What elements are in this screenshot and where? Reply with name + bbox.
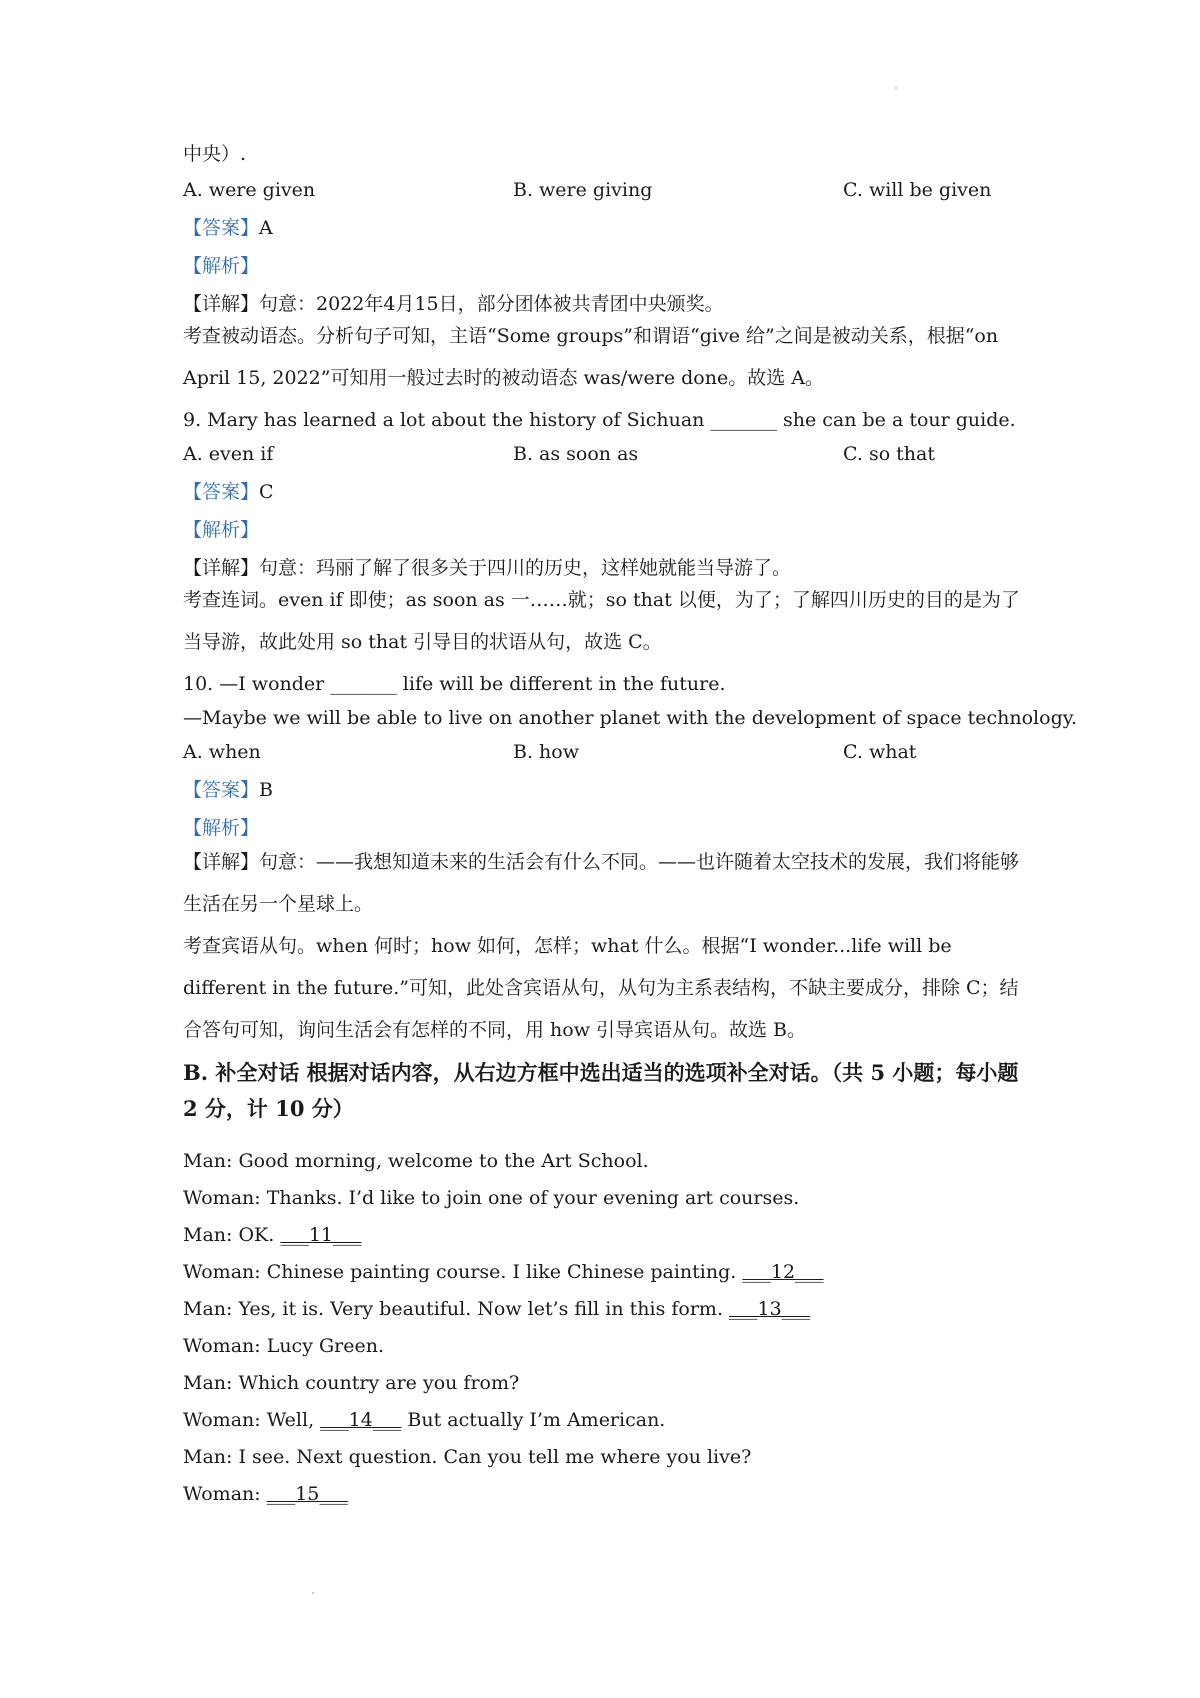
q9-analysis-tag: 【解析】 <box>183 519 260 541</box>
answer-value: C <box>259 481 274 503</box>
detail-text: 句意：玛丽了解了很多关于四川的历史，这样她就能当导游了。 <box>259 557 792 579</box>
q9-answer <box>183 479 1033 505</box>
dialogue-line <box>183 1296 1033 1322</box>
dialogue-text: Woman: Chinese painting course. I like Chinese painting. <box>183 1261 743 1283</box>
detail-text: 句意：——我想知道未来的生活会有什么不同。——也许随着太空技术的发展，我们将能够生活在另一个星球上。 <box>183 851 1020 915</box>
answer-value: B <box>259 779 273 801</box>
dialogue-text: Man: Good morning, welcome to the Art School. <box>183 1150 649 1172</box>
dialogue-text: Woman: Well, <box>183 1409 321 1431</box>
q10-option-a: A. when <box>183 741 261 763</box>
dialogue <box>183 1148 1033 1507</box>
answer-blank: ___13___ <box>729 1298 811 1320</box>
dialogue-text: Woman: Lucy Green. <box>183 1335 384 1357</box>
dialogue-line <box>183 1481 1033 1507</box>
dialogue-text: Woman: <box>183 1483 267 1505</box>
q9-explanation: 考查连词。even if 即使；as soon as 一……就；so that 以便，为了；了解四川历史的目的是为了当导游，故此处用 so that 引导目的状语从句，故选 C。 <box>183 589 1020 653</box>
scan-dot <box>895 87 897 89</box>
q10-explanation: 考查宾语从句。when 何时；how 如何，怎样；what 什么。根据“I wonder...life will be different in the future.”可知，此处含宾语从句，从句为主系表结构，不缺主要成分，排除 C；结合答句可知，询问生活会有怎样的不同，用 how 引导宾语从句。故选 B。 <box>183 935 1019 1041</box>
q8-analysis-tag: 【解析】 <box>183 255 260 277</box>
q10-detail <box>183 841 1033 925</box>
q9-option-c: C. so that <box>843 443 936 465</box>
q10-answer <box>183 777 1033 803</box>
q10-analysis-tag: 【解析】 <box>183 817 260 839</box>
dialogue-text-after: But actually I’m American. <box>401 1409 666 1431</box>
answer-value: A <box>259 217 273 239</box>
q8-answer <box>183 215 1033 241</box>
q9-option-a: A. even if <box>183 443 274 465</box>
dialogue-line <box>183 1444 1033 1470</box>
q9-option-b: B. as soon as <box>513 443 639 465</box>
q10-option-c: C. what <box>843 741 917 763</box>
answer-tag: 【答案】 <box>183 217 260 239</box>
detail-tag: 【详解】 <box>183 557 260 579</box>
q10-question: 10. —I wonder _______ life will be different in the future. <box>183 673 726 695</box>
detail-text: 句意：2022年4月15日，部分团体被共青团中央颁奖。 <box>259 293 724 315</box>
answer-blank: ___14___ <box>320 1409 402 1431</box>
q10-option-b: B. how <box>513 741 579 763</box>
q8-option-a: A. were given <box>183 179 316 201</box>
intro-fragment: 中央）. <box>183 143 247 165</box>
answer-tag: 【答案】 <box>183 481 260 503</box>
dialogue-line <box>183 1185 1033 1211</box>
answer-blank: ___12___ <box>742 1261 824 1283</box>
q9-detail <box>183 555 1033 581</box>
document-page <box>183 141 1077 1507</box>
section-b-heading: B. 补全对话 根据对话内容，从右边方框中选出适当的选项补全对话。（共 5 小题；每小题 2 分，计 10 分） <box>183 1060 1019 1121</box>
dialogue-text: Woman: Thanks. I’d like to join one of your evening art courses. <box>183 1187 800 1209</box>
q8-option-b: B. were giving <box>513 179 653 201</box>
dialogue-line <box>183 1370 1033 1396</box>
dialogue-text: Man: OK. <box>183 1224 281 1246</box>
q8-explanation: 考查被动语态。分析句子可知，主语“Some groups”和谓语“give 给”之间是被动关系，根据“on April 15, 2022”可知用一般过去时的被动语态 was/were done。故选 A。 <box>183 325 999 389</box>
dialogue-line <box>183 1148 1033 1174</box>
answer-blank: ___11___ <box>280 1224 362 1246</box>
dialogue-text: Man: I see. Next question. Can you tell me where you live? <box>183 1446 752 1468</box>
answer-blank: ___15___ <box>266 1483 348 1505</box>
detail-tag: 【详解】 <box>183 293 260 315</box>
answer-tag: 【答案】 <box>183 779 260 801</box>
detail-tag: 【详解】 <box>183 851 260 873</box>
q10-reply: —Maybe we will be able to live on another planet with the development of space technology. <box>183 707 1077 729</box>
dialogue-line <box>183 1259 1033 1285</box>
dialogue-text: Man: Yes, it is. Very beautiful. Now let’s fill in this form. <box>183 1298 730 1320</box>
dialogue-line <box>183 1407 1033 1433</box>
q8-options <box>183 177 1033 203</box>
q9-options <box>183 441 1033 467</box>
q10-options <box>183 739 1033 765</box>
scan-dot <box>312 1592 314 1594</box>
dialogue-line <box>183 1333 1033 1359</box>
q9-question: 9. Mary has learned a lot about the history of Sichuan _______ she can be a tour guide. <box>183 409 1016 431</box>
dialogue-line <box>183 1222 1033 1248</box>
q8-detail <box>183 291 1033 317</box>
dialogue-text: Man: Which country are you from? <box>183 1372 520 1394</box>
q8-option-c: C. will be given <box>843 179 992 201</box>
